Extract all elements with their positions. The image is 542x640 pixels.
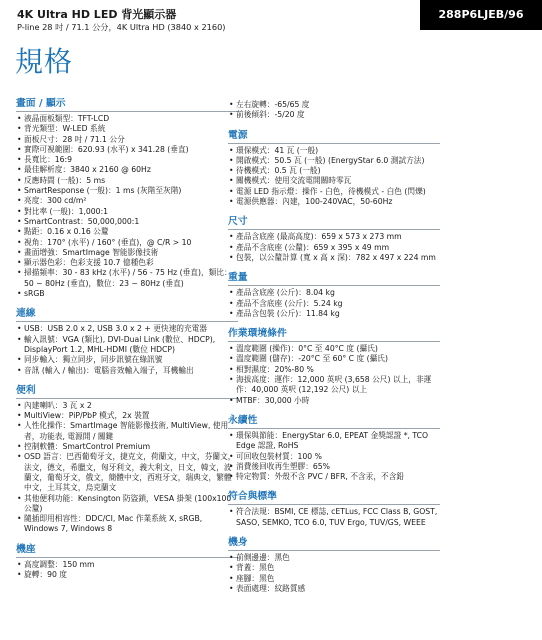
spec-item: • OSD 語言：巴西葡萄牙文，捷克文，荷蘭文，中文，芬蘭文，法文，德文，希臘文，匈牙利文，義大利文，日文，韓文，波蘭文，葡萄牙文，俄文，簡體中文，西班牙文，瑞典文，繁體中文，土耳其文，烏克蘭文: [16, 452, 238, 493]
spec-item: • 關機模式：使用交流電開關時零瓦: [228, 176, 440, 186]
spec-item: • 待機模式：0.5 瓦 (一般): [228, 166, 440, 176]
section-heading: 作業環境條件: [228, 328, 440, 342]
product-subtitle: P-line 28 吋 / 71.1 公分，4K Ultra HD (3840 x 2160): [17, 22, 226, 32]
spec-item: • SmartResponse (一般)：1 ms (灰階至灰階): [16, 186, 238, 196]
spec-item: • 包裝，以公釐計算 (寬 x 高 x 深)：782 x 497 x 224 mm: [228, 253, 440, 263]
spec-section: [228, 216, 440, 263]
spec-item: • 產品含底座 (最高高度)：659 x 573 x 273 mm: [228, 232, 440, 242]
section-heading: 符合與標準: [228, 491, 440, 505]
page-title: 規格: [15, 45, 74, 78]
spec-section: [16, 385, 238, 535]
spec-item: • 同步輸入：獨立同步，同步訊號在綠訊號: [16, 355, 238, 365]
spec-item: • 環保模式：41 瓦 (一般): [228, 146, 440, 156]
spec-item: • 溫度範圍 (操作)：0°C 至 40°C 度 (攝氏): [228, 344, 440, 354]
spec-item: • MTBF：30,000 小時: [228, 396, 440, 406]
spec-item: • 電源供應器：內建，100-240VAC，50-60Hz: [228, 197, 440, 207]
spec-section: [228, 415, 440, 482]
spec-item: • 電源 LED 指示燈：操作 - 白色，待機模式 - 白色 (閃爍): [228, 187, 440, 197]
spec-item: • 產品不含底座 (公斤)：5.24 kg: [228, 299, 440, 309]
model-number-badge: 288P6LJEB/96: [420, 0, 542, 30]
spec-section: [16, 98, 238, 299]
spec-item: • 人性化操作：SmartImage 智能影像技術, MultiView, 使用者，功能表, 電源開 / 關鍵: [16, 421, 238, 442]
spec-item: • 消費後回收再生塑膠：65%: [228, 462, 440, 472]
section-heading: 電源: [228, 130, 440, 144]
spec-item: • 實際可視範圍：620.93 (水平) x 341.28 (垂直): [16, 145, 238, 155]
spec-item: • 開啟模式：50.5 瓦 (一般) (EnergyStar 6.0 測試方法): [228, 156, 440, 166]
spec-item: • 溫度範圍 (儲存)：-20°C 至 60° C 度 (攝氏): [228, 354, 440, 364]
spec-item: • 其他便利功能：Kensington 防盜鎖，VESA 掛架 (100x100 公釐): [16, 494, 238, 515]
section-heading: 重量: [228, 272, 440, 286]
spec-item: • 前側邊邊：黑色: [228, 553, 440, 563]
spec-item: • 產品不含底座 (公釐)：659 x 395 x 49 mm: [228, 243, 440, 253]
spec-item: • 音訊 (輸入 / 輸出)：電腦音效輸入端子，耳機輸出: [16, 366, 238, 376]
spec-item: • 掃描頻率：30 - 83 kHz (水平) / 56 - 75 Hz (垂直)，類比：50 ~ 80Hz (垂直)，數位：23 ~ 80Hz (垂直): [16, 268, 238, 289]
spec-list: [16, 401, 238, 535]
spec-list: [228, 232, 440, 263]
spec-item: • 產品含底座 (公斤)：8.04 kg: [228, 288, 440, 298]
section-heading: 機身: [228, 537, 440, 551]
spec-item: • 表面處理：紋路質感: [228, 584, 440, 594]
spec-section: [228, 100, 440, 121]
spec-item: • 輸入訊號：VGA (類比), DVI-Dual Link (數位、HDCP), DisplayPort 1.2, MHL-HDMI (數位 HDCP): [16, 335, 238, 356]
section-heading: 便利: [16, 385, 238, 399]
spec-item: • 前後傾斜：-5/20 度: [228, 110, 440, 120]
section-heading: 機座: [16, 544, 238, 558]
spec-item: • 液晶面板類型：TFT-LCD: [16, 114, 238, 124]
spec-section: [16, 544, 238, 581]
spec-item: • 高度調整：150 mm: [16, 560, 238, 570]
spec-item: • 旋轉：90 度: [16, 570, 238, 580]
spec-item: • 長寬比：16:9: [16, 155, 238, 165]
spec-item: • 可回收包裝材質：100 %: [228, 452, 440, 462]
spec-list: [228, 288, 440, 319]
spec-item: • 最佳解析度：3840 x 2160 @ 60Hz: [16, 165, 238, 175]
section-heading: 永續性: [228, 415, 440, 429]
spec-list: [228, 431, 440, 482]
spec-item: • 符合法規：BSMI, CE 標誌, cETLus, FCC Class B, GOST, SASO, SEMKO, TCO 6.0, TUV Ergo, TUV/GS, WEEE: [228, 507, 440, 528]
left-spec-column: [16, 98, 238, 589]
spec-list: [16, 324, 238, 375]
spec-item: • 內建喇叭：3 瓦 x 2: [16, 401, 238, 411]
spec-item: • 海拔高度：運作：12,000 英呎 (3,658 公尺) 以上，非運作：40,000 英呎 (12,192 公尺) 以上: [228, 375, 440, 396]
spec-list: [228, 553, 440, 594]
spec-item: • 產品含包裝 (公斤)：11.84 kg: [228, 309, 440, 319]
spec-section: [228, 537, 440, 594]
spec-list: [228, 100, 440, 121]
section-heading: 尺寸: [228, 216, 440, 230]
spec-item: • USB：USB 2.0 x 2, USB 3.0 x 2 + 更快速的充電器: [16, 324, 238, 334]
spec-item: • 畫面增強：SmartImage 智能影像技術: [16, 248, 238, 258]
spec-item: • 控制軟體：SmartControl Premium: [16, 442, 238, 452]
section-heading: 畫面 / 顯示: [16, 98, 238, 112]
spec-section: [228, 130, 440, 208]
spec-item: • 相對濕度：20%-80 %: [228, 365, 440, 375]
spec-item: • 對比率 (一般)：1,000:1: [16, 207, 238, 217]
spec-section: [16, 308, 238, 375]
spec-list: [228, 507, 440, 528]
spec-item: • MultiView：PiP/PbP 模式，2x 裝置: [16, 411, 238, 421]
spec-item: • 背光類型：W-LED 系統: [16, 124, 238, 134]
spec-list: [228, 344, 440, 406]
spec-list: [228, 146, 440, 208]
spec-section: [228, 491, 440, 528]
spec-item: • 隨插即用相容性：DDC/CI, Mac 作業系統 X, sRGB, Windows 7, Windows 8: [16, 514, 238, 535]
spec-item: • 點距：0.16 x 0.16 公釐: [16, 227, 238, 237]
spec-section: [228, 272, 440, 319]
product-title: 4K Ultra HD LED 背光顯示器: [17, 8, 177, 21]
spec-item: • 左右旋轉：-65/65 度: [228, 100, 440, 110]
spec-section: [228, 328, 440, 406]
spec-item: • SmartContrast：50,000,000:1: [16, 217, 238, 227]
spec-list: [16, 560, 238, 581]
spec-item: • 特定物質：外殼不含 PVC / BFR, 不含汞，不含鉛: [228, 472, 440, 482]
spec-item: • 座腳：黑色: [228, 574, 440, 584]
spec-item: • 顯示器色彩：色彩支援 10.7 億種色彩: [16, 258, 238, 268]
spec-list: [16, 114, 238, 299]
spec-item: • 視角：170° (水平) / 160° (垂直)，@ C/R > 10: [16, 238, 238, 248]
spec-item: • 面板尺寸：28 吋 / 71.1 公分: [16, 135, 238, 145]
spec-item: • 亮度：300 cd/m²: [16, 196, 238, 206]
spec-item: • sRGB: [16, 289, 238, 299]
right-spec-column: [228, 98, 440, 603]
section-heading: 連線: [16, 308, 238, 322]
spec-item: • 反應時間 (一般)：5 ms: [16, 176, 238, 186]
spec-item: • 背蓋：黑色: [228, 563, 440, 573]
spec-item: • 環保與節能：EnergyStar 6.0, EPEAT 金獎認證 *, TCO Edge 認證, RoHS: [228, 431, 440, 452]
